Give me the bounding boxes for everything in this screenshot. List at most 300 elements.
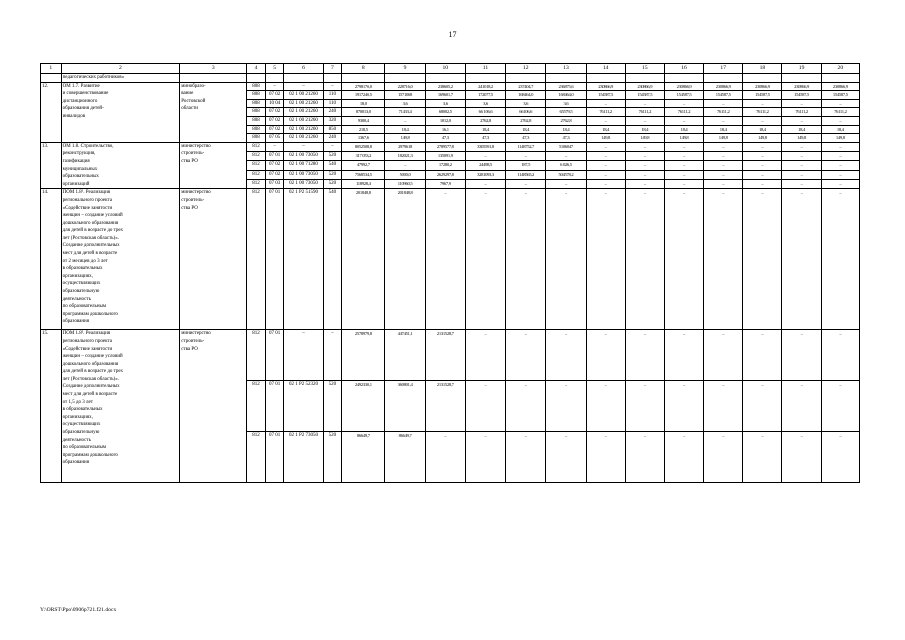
data-cell: 808 (247, 91, 266, 100)
data-cell: – (821, 161, 859, 170)
data-cell: – (704, 381, 743, 432)
data-cell: 02 1 00 21260 (284, 116, 323, 125)
data-cell: – (625, 142, 664, 151)
data-cell: – (664, 432, 703, 483)
data-cell: – (586, 142, 625, 151)
data-cell: 808 (247, 125, 266, 134)
data-cell: 65579,5 (546, 108, 586, 117)
data-cell: 812 (247, 180, 266, 189)
empty-cell (265, 74, 284, 83)
data-cell: 18,4 (546, 125, 586, 134)
column-number: 2 (61, 64, 180, 74)
data-cell: 230866,9 (586, 82, 625, 91)
page-number: 17 (448, 30, 457, 39)
data-cell: 812 (247, 161, 266, 170)
data-cell: 520 (323, 152, 342, 161)
data-cell: 66 106,6 (465, 108, 505, 117)
data-cell: – (743, 189, 782, 330)
data-cell: – (625, 170, 664, 179)
executor: министерство строитель- ства РО (180, 189, 247, 330)
data-cell: 7568534,5 (342, 170, 385, 179)
empty-cell (704, 74, 743, 83)
data-cell: 07 02 (265, 161, 284, 170)
data-cell: – (704, 116, 743, 125)
data-cell: 1367,6 (342, 134, 385, 143)
data-cell: 02 1 P2 51590 (284, 189, 323, 330)
data-cell: – (506, 189, 546, 330)
event-name: ОМ 1.7. Развитие и совершенствование дистанционного образования детей- инвалидов (61, 82, 180, 142)
data-cell: 230866,9 (821, 82, 859, 91)
data-cell: – (323, 142, 342, 151)
data-cell: 201848,8 (342, 189, 385, 330)
data-cell: 520 (323, 180, 342, 189)
data-cell: 66106,6 (506, 108, 546, 117)
data-cell: 812 (247, 142, 266, 151)
data-cell: – (743, 152, 782, 161)
data-cell: 07 01 (265, 381, 284, 432)
data-cell: 870013,0 (342, 108, 385, 117)
data-cell: 191724б,5 (342, 91, 385, 100)
data-cell: – (664, 381, 703, 432)
data-cell: – (465, 432, 505, 483)
data-cell: 808 (247, 82, 266, 91)
data-cell: 2979618 (385, 142, 425, 151)
column-number: 16 (664, 64, 703, 74)
data-cell: – (821, 99, 859, 108)
data-cell: – (664, 142, 703, 151)
row-number: 14. (41, 189, 62, 330)
data-cell: – (586, 381, 625, 432)
data-cell: 02 1 00 21260 (284, 99, 323, 108)
data-cell: 18,4 (821, 125, 859, 134)
data-cell: 76111,2 (625, 108, 664, 117)
table-row (41, 82, 860, 91)
data-cell: – (821, 381, 859, 432)
data-cell: 110 (323, 91, 342, 100)
data-cell: 540 (323, 189, 342, 330)
data-cell: – (782, 432, 821, 483)
data-cell: – (782, 161, 821, 170)
data-cell: – (586, 330, 625, 381)
data-cell: 07 01 (265, 432, 284, 483)
event-name: ПОМ 1.8¹. Реализация регионального проекта «Содействие занятости женщин – создание условий дошкольного образования для детей в возрасте до трех лет (Ростовская область)». Создание дополнительных мест для детей в возрасте от 2 месяцев до 3 лет в образовательных организациях, осуществляющих образовательную деятельность по образовательным программам дошкольного образования (61, 189, 180, 330)
data-cell: – (782, 330, 821, 381)
data-cell: 169601,7 (425, 91, 465, 100)
data-cell: 02 1 00 73050 (284, 180, 323, 189)
data-cell: – (506, 152, 546, 161)
column-number: 9 (385, 64, 425, 74)
data-cell: 447451,1 (385, 330, 425, 381)
data-cell: – (704, 99, 743, 108)
data-cell: – (465, 180, 505, 189)
data-cell: 17280,2 (425, 161, 465, 170)
empty-cell (180, 74, 247, 83)
column-number: 12 (506, 64, 546, 74)
data-cell: 3,6 (506, 99, 546, 108)
data-cell: 18,4 (506, 125, 546, 134)
data-cell: – (704, 161, 743, 170)
column-number: 8 (342, 64, 385, 74)
empty-cell (465, 74, 505, 83)
data-cell: – (625, 381, 664, 432)
data-cell: 47992,7 (342, 161, 385, 170)
data-cell: 47,3 (546, 134, 586, 143)
data-cell: 18,4 (782, 125, 821, 134)
data-cell: – (385, 116, 425, 125)
data-cell: – (704, 189, 743, 330)
table-row (41, 189, 860, 330)
data-cell: 1571068 (385, 91, 425, 100)
data-cell: – (625, 161, 664, 170)
data-cell: – (546, 152, 586, 161)
column-number: 20 (821, 64, 859, 74)
data-cell: 240 (323, 108, 342, 117)
data-cell: – (465, 330, 505, 381)
data-cell: 149,8 (625, 134, 664, 143)
empty-cell (586, 74, 625, 83)
data-cell: 808 (247, 116, 266, 125)
column-number: 10 (425, 64, 465, 74)
data-cell: – (821, 142, 859, 151)
data-cell: 149,8 (704, 134, 743, 143)
table-row (41, 142, 860, 151)
data-cell: 850 (323, 125, 342, 134)
executor: министерство строитель- ства РО (180, 142, 247, 189)
data-cell: – (323, 82, 342, 91)
data-cell: 6 026,5 (546, 161, 586, 170)
column-number: 5 (265, 64, 284, 74)
data-cell: 230866,9 (704, 82, 743, 91)
data-cell: 07 03 (265, 180, 284, 189)
data-cell: – (821, 180, 859, 189)
data-cell: – (425, 432, 465, 483)
data-cell: 812 (247, 152, 266, 161)
row-number: 13. (41, 142, 62, 189)
row-number: 15. (41, 330, 62, 483)
column-number: 14 (586, 64, 625, 74)
data-cell: 18,4 (465, 125, 505, 134)
data-cell: 3281093,3 (465, 170, 505, 179)
data-cell: 10 04 (265, 99, 284, 108)
data-cell: 149,8 (782, 134, 821, 143)
data-cell: 18,4 (704, 125, 743, 134)
data-cell: – (265, 142, 284, 151)
data-cell: 238605,2 (425, 82, 465, 91)
data-cell: 812 (247, 330, 266, 381)
data-cell: 317 053,2 (342, 152, 385, 161)
data-cell: – (664, 116, 703, 125)
data-cell: – (586, 116, 625, 125)
data-cell: 520 (323, 381, 342, 432)
data-cell: 812 (247, 170, 266, 179)
data-cell: – (782, 152, 821, 161)
data-cell: 3,6 (385, 99, 425, 108)
data-cell: 18,4 (385, 125, 425, 134)
data-cell: 2789577,8 (425, 142, 465, 151)
data-cell: – (704, 152, 743, 161)
data-cell: – (782, 116, 821, 125)
data-cell: – (506, 432, 546, 483)
column-number: 4 (247, 64, 266, 74)
data-cell: 2131528,7 (425, 381, 465, 432)
data-cell: 02 1 00 21260 (284, 91, 323, 100)
data-cell: – (425, 189, 465, 330)
data-cell: 2762,8 (506, 116, 546, 125)
data-cell: – (506, 330, 546, 381)
data-cell: 808 (247, 108, 266, 117)
executor: минобразо- вание Ростовской области (180, 82, 247, 142)
data-cell: 504578,2 (546, 170, 586, 179)
empty-cell (385, 74, 425, 83)
data-cell: 76111,2 (704, 108, 743, 117)
empty-cell (821, 74, 859, 83)
empty-cell (506, 74, 546, 83)
data-cell: 9300,4 (342, 116, 385, 125)
column-number: 19 (782, 64, 821, 74)
data-cell: – (664, 99, 703, 108)
data-cell: 240 (323, 134, 342, 143)
data-cell: 24498,5 (465, 161, 505, 170)
empty-cell (625, 74, 664, 83)
data-cell: 18,4 (664, 125, 703, 134)
data-cell: 47,3 (425, 134, 465, 143)
data-cell: 2762,8 (465, 116, 505, 125)
data-cell: 187,5 (506, 161, 546, 170)
data-cell: – (586, 432, 625, 483)
data-cell: 135091,9 (425, 152, 465, 161)
data-cell: – (664, 161, 703, 170)
data-cell: – (546, 180, 586, 189)
data-cell: 86649,7 (385, 432, 425, 483)
data-cell: – (625, 330, 664, 381)
empty-cell (743, 74, 782, 83)
column-number: 3 (180, 64, 247, 74)
column-number: 15 (625, 64, 664, 74)
data-cell: 07 02 (265, 91, 284, 100)
data-cell: 07 02 (265, 170, 284, 179)
column-number: 6 (284, 64, 323, 74)
data-cell: 2492330,1 (342, 381, 385, 432)
event-name: ПОМ 1.8². Реализация регионального проекта «Содействие занятости женщин – создание условий дошкольного образования для детей в возрасте до трех лет (Ростовская область)». Создание дополнительных мест для детей в возрасте от 1,5 до 3 лет в образовательных организациях, осуществляющих образовательную деятельность по образовательным программам дошкольного образования (61, 330, 180, 483)
data-cell: 149,8 (385, 134, 425, 143)
empty-cell (664, 74, 703, 83)
data-cell: – (743, 170, 782, 179)
column-number: 18 (743, 64, 782, 74)
empty-cell (284, 74, 323, 83)
data-cell: – (743, 142, 782, 151)
data-cell: – (782, 170, 821, 179)
data-cell: – (586, 180, 625, 189)
data-cell: – (506, 381, 546, 432)
data-cell: – (782, 180, 821, 189)
data-cell: – (664, 170, 703, 179)
data-cell: 02 1 00 71280 (284, 161, 323, 170)
data-cell: – (821, 152, 859, 161)
row-number (41, 74, 62, 83)
data-cell: 320 (323, 116, 342, 125)
data-cell: 3,6 (425, 99, 465, 108)
header-row (41, 64, 860, 74)
data-cell: 149,8 (586, 134, 625, 143)
data-cell: 68002,5 (425, 108, 465, 117)
data-cell: – (821, 170, 859, 179)
budget-table (40, 63, 860, 483)
data-cell: – (664, 189, 703, 330)
data-cell: – (506, 180, 546, 189)
table-row (41, 330, 860, 381)
data-cell: – (546, 189, 586, 330)
data-cell: – (625, 180, 664, 189)
data-cell: – (704, 330, 743, 381)
data-cell: – (704, 170, 743, 179)
data-cell: 2629297,8 (425, 170, 465, 179)
data-cell: 07 02 (265, 125, 284, 134)
event-name: ОМ 1.8. Строительство, реконструкция, газификация муниципальных образовательных организаций (61, 142, 180, 189)
data-cell: 76111,2 (821, 108, 859, 117)
data-cell: 218,5 (342, 125, 385, 134)
data-cell: 237404,7 (506, 82, 546, 91)
data-cell: – (782, 142, 821, 151)
data-cell: 520 (323, 170, 342, 179)
data-cell: – (625, 432, 664, 483)
data-cell: 07 02 (265, 116, 284, 125)
empty-cell (782, 74, 821, 83)
data-cell: 47,3 (465, 134, 505, 143)
data-cell: 71433,4 (385, 108, 425, 117)
data-cell: 118928,4 (342, 180, 385, 189)
data-cell: – (465, 381, 505, 432)
data-cell: 2131528,7 (425, 330, 465, 381)
data-cell: – (284, 82, 323, 91)
data-cell: – (323, 330, 342, 381)
data-cell: – (704, 432, 743, 483)
data-cell: 07 01 (265, 330, 284, 381)
data-cell: – (704, 142, 743, 151)
data-cell: – (821, 189, 859, 330)
data-cell: 154587,5 (664, 91, 703, 100)
data-cell: 02 1 00 21260 (284, 134, 323, 143)
data-cell: 236875,6 (546, 82, 586, 91)
data-cell: – (743, 116, 782, 125)
data-cell: – (265, 82, 284, 91)
data-cell: 149,8 (821, 134, 859, 143)
data-cell: – (782, 189, 821, 330)
data-cell: 149,8 (664, 134, 703, 143)
data-cell: 2578979,8 (342, 330, 385, 381)
data-cell: 76111,2 (743, 108, 782, 117)
column-number: 17 (704, 64, 743, 74)
data-cell: 360801,4 (385, 381, 425, 432)
data-cell: 5106047 (546, 142, 586, 151)
data-cell: 149,8 (743, 134, 782, 143)
data-cell: 812 (247, 432, 266, 483)
data-cell: – (586, 189, 625, 330)
data-cell: 154587,5 (743, 91, 782, 100)
file-path-footer: Y:\ORST\Ppo\0906p721.f21.docx (40, 607, 117, 613)
empty-cell (247, 74, 266, 83)
data-cell: 201848,8 (385, 189, 425, 330)
data-cell: 1148565,2 (506, 170, 546, 179)
data-cell: 110960,5 (385, 180, 425, 189)
data-cell: – (385, 161, 425, 170)
carry-over-row (41, 74, 860, 83)
data-cell: – (743, 99, 782, 108)
data-cell: – (625, 189, 664, 330)
data-cell: – (284, 330, 323, 381)
data-cell: – (465, 189, 505, 330)
data-cell: – (625, 152, 664, 161)
data-cell: 2762,8 (546, 116, 586, 125)
data-cell: 168464,0 (506, 91, 546, 100)
data-cell: 07 01 (265, 152, 284, 161)
data-cell: 3305591,8 (465, 142, 505, 151)
data-cell: 154587,5 (586, 91, 625, 100)
empty-cell (342, 74, 385, 83)
data-cell: 1148752,7 (506, 142, 546, 151)
data-cell: – (782, 99, 821, 108)
data-cell: 154587,5 (782, 91, 821, 100)
data-cell: 47,3 (506, 134, 546, 143)
empty-cell (546, 74, 586, 83)
data-cell: – (284, 142, 323, 151)
data-cell: – (782, 381, 821, 432)
data-cell: – (821, 116, 859, 125)
row-number: 12. (41, 82, 62, 142)
data-cell: – (743, 330, 782, 381)
data-cell: – (743, 381, 782, 432)
data-cell: 241018,2 (465, 82, 505, 91)
data-cell: 76111,2 (586, 108, 625, 117)
data-cell: – (743, 180, 782, 189)
data-cell: – (625, 116, 664, 125)
data-cell: 7967,9 (425, 180, 465, 189)
data-cell: – (586, 99, 625, 108)
data-cell: – (625, 99, 664, 108)
data-cell: – (743, 432, 782, 483)
data-cell: – (465, 152, 505, 161)
data-cell: 8052508,8 (342, 142, 385, 151)
data-cell: 154587,5 (704, 91, 743, 100)
data-cell: 18,0 (342, 99, 385, 108)
data-cell: 18,4 (586, 125, 625, 134)
data-cell: 02 1 00 21260 (284, 108, 323, 117)
data-cell: – (546, 432, 586, 483)
data-cell: – (586, 161, 625, 170)
data-cell: 182021,3 (385, 152, 425, 161)
column-number: 13 (546, 64, 586, 74)
empty-cell (323, 74, 342, 83)
data-cell: 812 (247, 381, 266, 432)
data-cell: 02 1 P2 52320 (284, 381, 323, 432)
data-cell: – (586, 170, 625, 179)
data-cell: 02 1 00 21260 (284, 125, 323, 134)
column-number: 1 (41, 64, 62, 74)
data-cell: – (664, 152, 703, 161)
data-cell: 18,4 (625, 125, 664, 134)
data-cell: – (664, 330, 703, 381)
data-cell: 07 05 (265, 134, 284, 143)
data-cell: 76111,2 (782, 108, 821, 117)
data-cell: 520 (323, 432, 342, 483)
data-cell: 228716,0 (385, 82, 425, 91)
carry-over-text: педагогических работников» (61, 74, 180, 83)
data-cell: – (743, 161, 782, 170)
data-cell: 18,4 (743, 125, 782, 134)
data-cell: 230866,9 (743, 82, 782, 91)
column-number: 7 (323, 64, 342, 74)
data-cell: – (704, 180, 743, 189)
data-cell: 02 1 P2 73050 (284, 432, 323, 483)
